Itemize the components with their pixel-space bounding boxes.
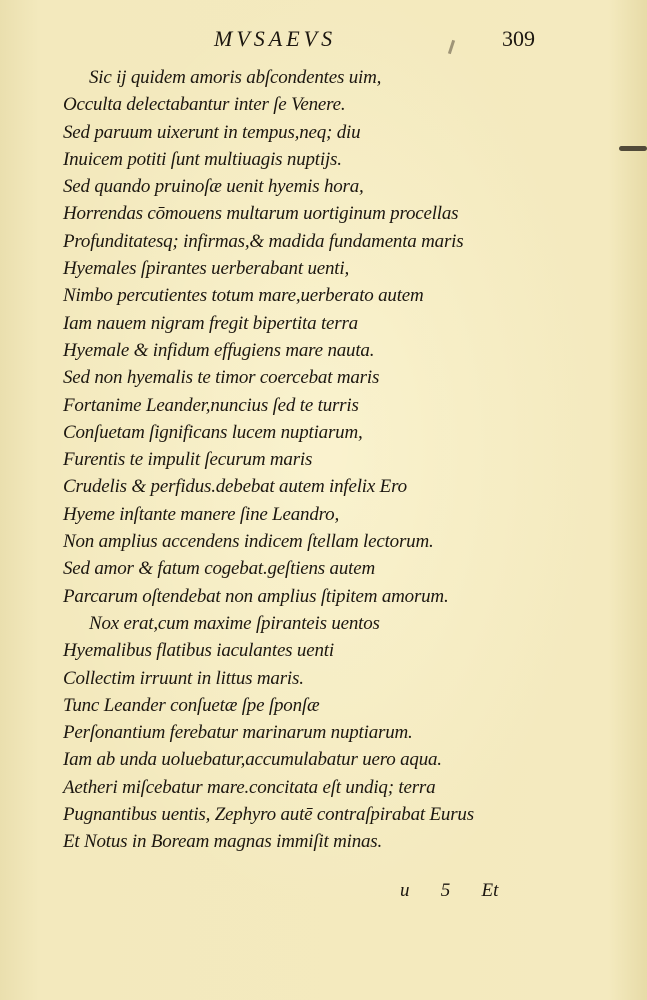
verse-line: Collectim irruunt in littus maris. (63, 667, 304, 689)
catchword: Et (481, 880, 499, 901)
verse-line: Tunc Leander conſuetæ ſpe ſponſæ (63, 694, 320, 716)
verse-line: Conſuetam ſignificans lucem nuptiarum, (63, 421, 363, 443)
verse-line: Fortanime Leander,nuncius ſed te turris (63, 394, 359, 416)
verse-line: Sed quando pruinoſæ uenit hyemis hora, (63, 176, 364, 198)
signature-letter: u (400, 880, 410, 901)
verse-line: Inuicem potiti ſunt multiuagis nuptijs. (63, 148, 342, 170)
verse-line: Crudelis & perfidus.debebat autem infelix Ero (63, 476, 407, 498)
verse-line: Sed amor & fatum cogebat.geſtiens autem (63, 558, 375, 580)
verse-text (63, 64, 623, 856)
verse-line: Furentis te impulit ſecurum maris (63, 449, 313, 471)
verse-line: Parcarum oſtendebat non amplius ſtipitem amorum. (63, 585, 449, 607)
verse-line: Nimbo percutientes totum mare,uerberato autem (63, 285, 424, 307)
page-edge-mark (619, 146, 647, 151)
verse-line: Hyeme inſtante manere ſine Leandro, (63, 503, 339, 525)
verse-line: Hyemale & infidum effugiens mare nauta. (63, 339, 375, 361)
verse-line: Iam nauem nigram fregit bipertita terra (63, 312, 358, 334)
verse-line: Hyemales ſpirantes uerberabant uenti, (63, 258, 349, 280)
verse-line: Perſonantium ferebatur marinarum nuptiarum. (63, 722, 413, 744)
running-title: MVSAEVS (214, 26, 337, 51)
verse-line: Pugnantibus uentis, Zephyro autē contraſpirabat Eurus (63, 804, 474, 826)
catchline (400, 880, 498, 908)
verse-line: Occulta delectabantur inter ſe Venere. (63, 94, 346, 116)
signature-number: 5 (440, 880, 451, 901)
verse-line: Hyemalibus flatibus iaculantes uenti (63, 640, 334, 662)
verse-line: Sed paruum uixerunt in tempus,neq; diu (63, 121, 361, 143)
verse-line: Aetheri miſcebatur mare.concitata eſt undiq; terra (63, 776, 436, 798)
verse-line: Sic ij quidem amoris abſcondentes uim, (89, 67, 382, 88)
verse-line: Non amplius accendens indicem ſtellam lectorum. (63, 531, 434, 553)
verse-line: Iam ab unda uoluebatur,accumulabatur uero aqua. (63, 749, 442, 771)
verse-line: Et Notus in Boream magnas immiſit minas. (63, 831, 383, 853)
running-head (0, 26, 647, 54)
verse-line: Sed non hyemalis te timor coercebat maris (63, 367, 380, 389)
verse-line: Nox erat,cum maxime ſpiranteis uentos (89, 612, 380, 634)
verse-line: Horrendas cōmouens multarum uortiginum procellas (63, 203, 459, 225)
verse-line: Profunditatesq; infirmas,& madida fundamenta maris (63, 230, 464, 252)
page-number: 309 (502, 26, 535, 51)
